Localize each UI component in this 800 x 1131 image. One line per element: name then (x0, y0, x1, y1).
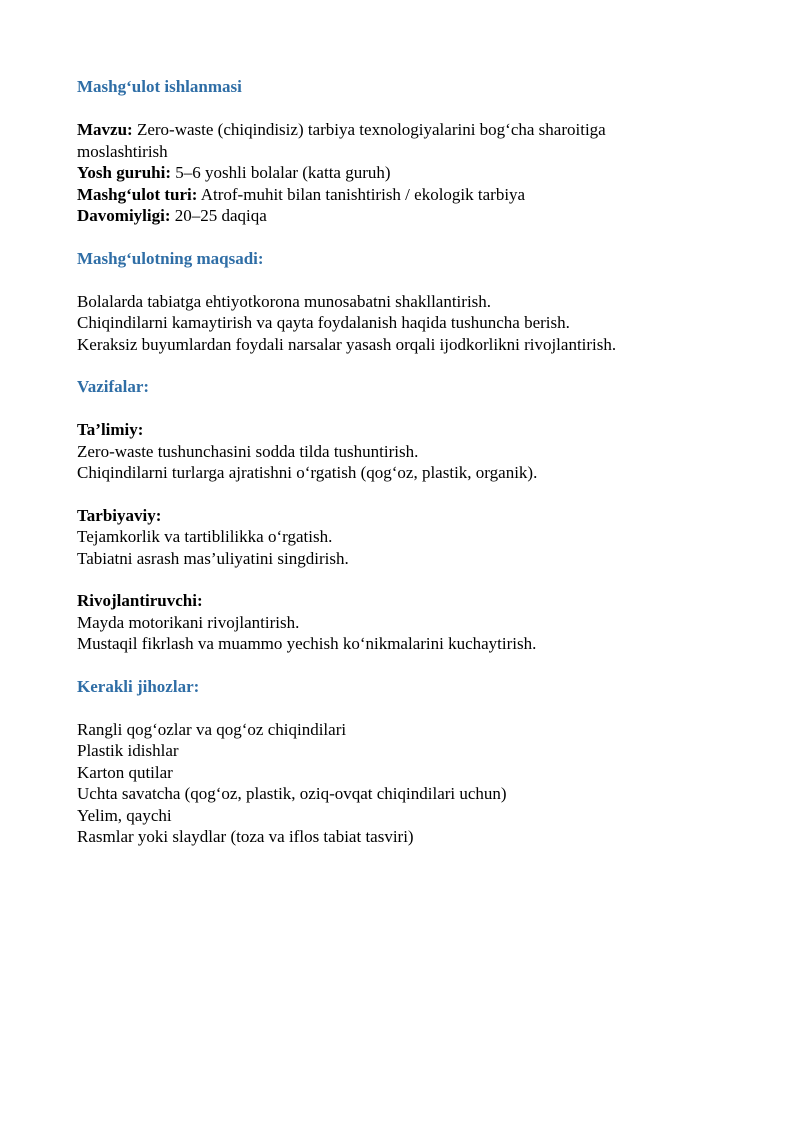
davomiyligi-line (77, 205, 777, 227)
davomiyligi-label: Davomiyligi: (77, 206, 171, 225)
list-item: Zero-waste tushunchasini sodda tilda tushuntirish. (77, 441, 419, 461)
list-item: Rangli qog‘ozlar va qog‘oz chiqindilari (77, 719, 347, 739)
mashgulot-turi-line (77, 184, 777, 206)
spacer (77, 655, 777, 676)
davomiyligi-value: 20–25 daqiqa (170, 206, 267, 225)
mavzu-label: Mavzu: (77, 120, 133, 139)
list-item: Mayda motorikani rivojlantirish. (77, 612, 300, 632)
spacer (77, 569, 777, 590)
talimiy-subheading: Ta’limiy: (77, 420, 144, 439)
spacer (77, 98, 777, 119)
list-item: Chiqindilarni kamaytirish va qayta foydalanish haqida tushuncha berish. (77, 313, 570, 332)
spacer (77, 355, 777, 376)
list-item: Yelim, qaychi (77, 805, 172, 825)
list-item: Karton qutilar (77, 762, 173, 782)
maqsad-list (77, 291, 777, 356)
list-item: Plastik idishlar (77, 741, 179, 760)
vazifalar-heading: Vazifalar: (77, 377, 150, 396)
yosh-guruhi-line (77, 162, 777, 184)
spacer (77, 270, 777, 291)
list-item: Uchta savatcha (qog‘oz, plastik, oziq-ovqat chiqindilari uchun) (77, 784, 507, 803)
spacer (77, 227, 777, 248)
spacer (77, 698, 777, 719)
list-item: Chiqindilarni turlarga ajratishni o‘rgatish (qog‘oz, plastik, organik). (77, 463, 538, 482)
document-page (77, 76, 777, 848)
tarbiyaviy-list (77, 526, 777, 569)
spacer (77, 398, 777, 419)
list-item: Tejamkorlik va tartiblilikka o‘rgatish. (77, 527, 333, 546)
rivojlantiruvchi-subheading: Rivojlantiruvchi: (77, 591, 203, 610)
list-item: Mustaqil fikrlash va muammo yechish ko‘nikmalarini kuchaytirish. (77, 634, 537, 653)
spacer (77, 484, 777, 505)
mashgulot-turi-value: Atrof-muhit bilan tanishtirish / ekologik tarbiya (197, 184, 526, 204)
mavzu-value: Zero-waste (chiqindisiz) tarbiya texnologiyalarini bog‘cha sharoitiga moslashtirish (77, 120, 606, 161)
maqsad-heading: Mashg‘ulotning maqsadi: (77, 248, 264, 268)
jihozlar-heading: Kerakli jihozlar: (77, 676, 200, 696)
rivojlantiruvchi-list (77, 612, 777, 655)
document-title: Mashg‘ulot ishlanmasi (77, 77, 242, 96)
jihozlar-list (77, 719, 777, 848)
list-item: Rasmlar yoki slaydlar (toza va iflos tabiat tasviri) (77, 827, 414, 846)
talimiy-list (77, 441, 777, 484)
mavzu-line (77, 119, 677, 162)
tarbiyaviy-subheading: Tarbiyaviy: (77, 505, 162, 525)
list-item: Bolalarda tabiatga ehtiyotkorona munosabatni shakllantirish. (77, 291, 492, 311)
mashgulot-turi-label: Mashg‘ulot turi: (77, 184, 198, 204)
list-item: Tabiatni asrash mas’uliyatini singdirish. (77, 548, 349, 568)
list-item: Keraksiz buyumlardan foydali narsalar yasash orqali ijodkorlikni rivojlantirish. (77, 334, 617, 354)
yosh-guruhi-value: 5–6 yoshli bolalar (katta guruh) (171, 163, 391, 182)
yosh-guruhi-label: Yosh guruhi: (77, 163, 172, 182)
